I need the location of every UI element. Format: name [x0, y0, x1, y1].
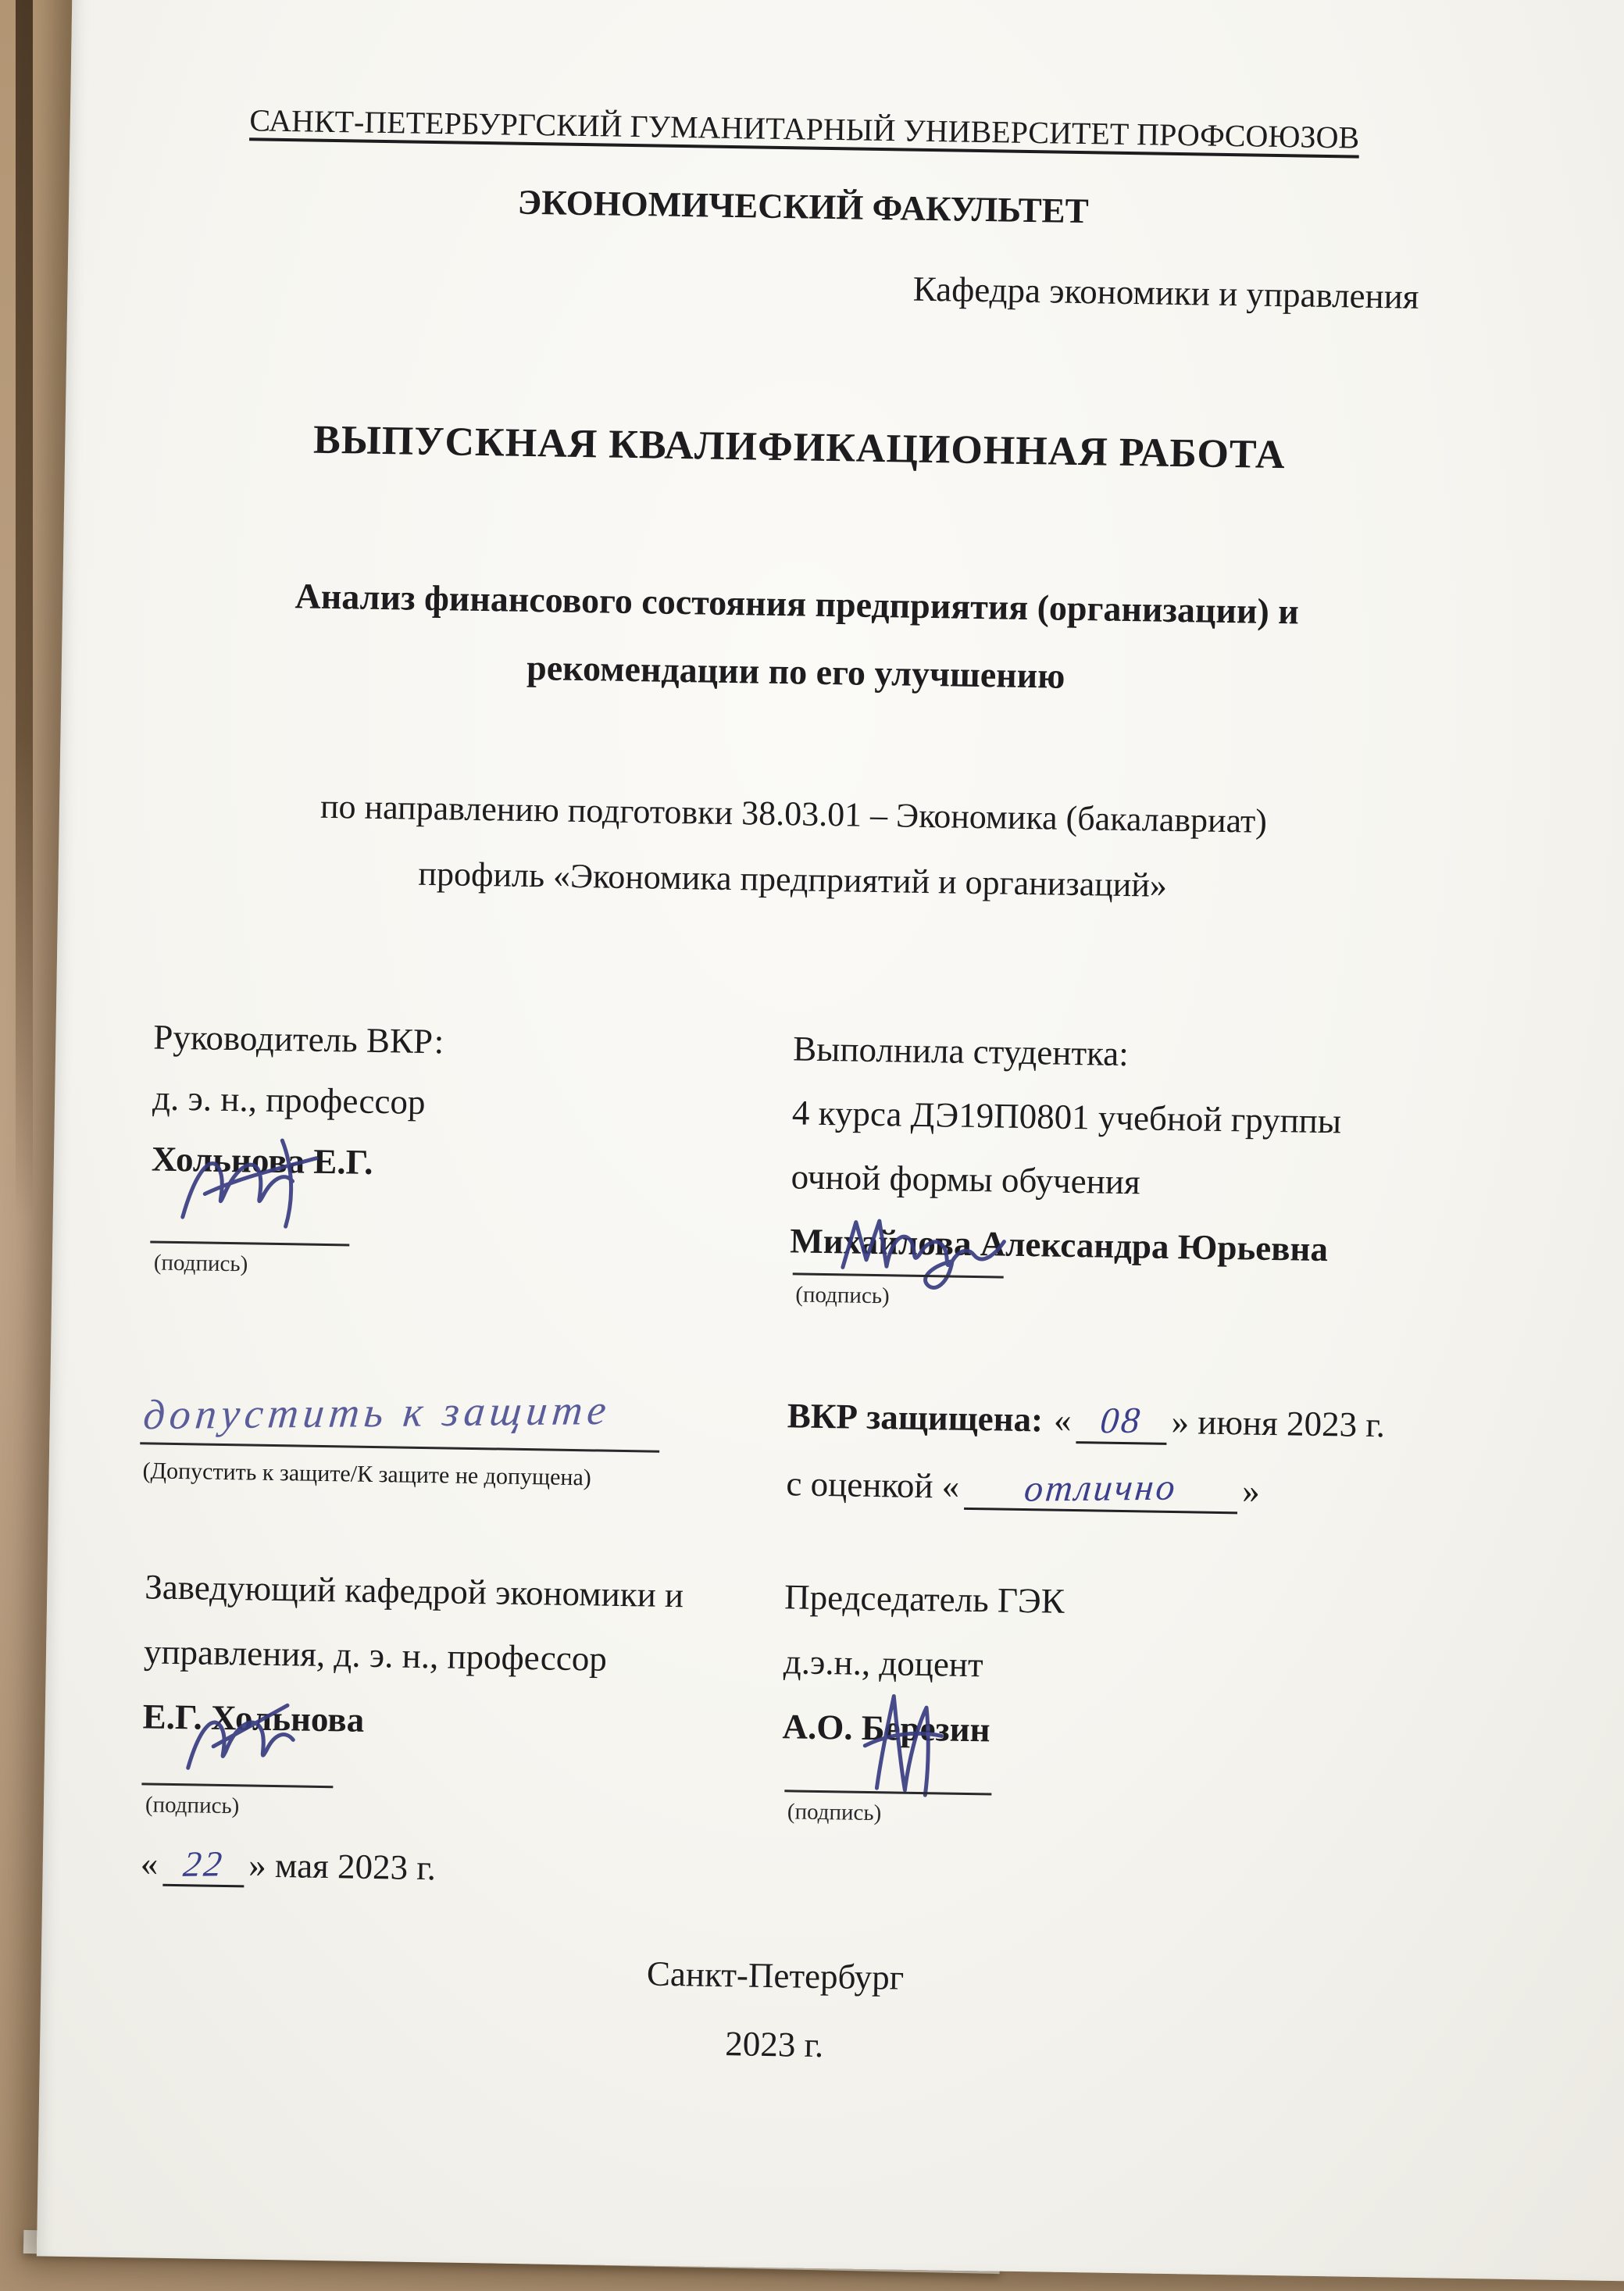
footer-year: 2023 г.: [724, 2024, 824, 2065]
committee-chair-degree: д.э.н., доцент: [783, 1642, 984, 1685]
student-group: 4 курса ДЭ19П0801 учебной группы: [791, 1093, 1342, 1141]
approval-date-tail: » мая 2023 г.: [248, 1845, 437, 1888]
approval-date-slot: [162, 1843, 244, 1888]
committee-chair-signature-mark: [848, 1685, 975, 1807]
student-name: Михайлова Александра Юрьевна: [790, 1221, 1329, 1269]
supervisor-name: Хольнова Е.Г.: [151, 1139, 373, 1182]
work-type-title: ВЫПУСКНАЯ КВАЛИФИКАЦИОННАЯ РАБОТА: [312, 417, 1286, 478]
approval-date-handwritten: 22: [180, 1843, 226, 1884]
defense-quote-open: «: [1053, 1400, 1073, 1440]
thesis-topic-line2: рекомендации по его улучшению: [526, 647, 1065, 696]
department-head-line2: управления, д. э. н., профессор: [143, 1632, 608, 1679]
defense-day-slot: [1076, 1399, 1167, 1445]
defense-date-tail: » июня 2023 г.: [1171, 1402, 1386, 1445]
program-direction: по направлению подготовки 38.03.01 – Экономика (бакалавриат): [319, 787, 1268, 840]
supervisor-signature-caption: (подпись): [153, 1250, 248, 1277]
approval-date-quote-open: «: [140, 1843, 159, 1883]
grade-prefix: с оценкой «: [786, 1464, 960, 1506]
department-head-name: Е.Г. Хольнова: [142, 1697, 365, 1740]
admission-handwritten: допустить к защите: [141, 1386, 613, 1439]
grade-handwritten: отлично: [1023, 1466, 1180, 1510]
grade-line: [786, 1461, 1260, 1515]
program-profile: профиль «Экономика предприятий и организаций»: [418, 854, 1168, 905]
defense-date-line: [787, 1394, 1385, 1448]
committee-chair-signature-caption: (подпись): [787, 1799, 882, 1826]
supervisor-degree: д. э. н., профессор: [152, 1078, 426, 1122]
department-head-signature-mark: [177, 1690, 334, 1790]
supervisor-role: Руководитель ВКР:: [153, 1017, 444, 1062]
department-head-signature-caption: (подпись): [145, 1792, 240, 1819]
student-signature-caption: (подпись): [795, 1282, 890, 1309]
thesis-topic-line1: Анализ финансового состояния предприятия (организации) и: [294, 576, 1300, 632]
student-role: Выполнила студентка:: [792, 1029, 1130, 1074]
admission-line: [140, 1442, 659, 1452]
title-page-sheet: [37, 0, 1624, 2282]
defense-label: ВКР защищена:: [787, 1396, 1044, 1440]
committee-chair-role: Председатель ГЭК: [783, 1577, 1065, 1621]
desk-edge-shadow: [16, 0, 33, 1219]
supervisor-signature-line: [150, 1240, 349, 1246]
faculty-name: ЭКОНОМИЧЕСКИЙ ФАКУЛЬТЕТ: [517, 182, 1090, 231]
committee-chair-name: А.О. Березин: [782, 1707, 990, 1750]
student-form: очной формы обучения: [791, 1157, 1141, 1202]
grade-suffix: »: [1241, 1471, 1261, 1511]
supervisor-signature-mark: [170, 1129, 366, 1242]
department-head-line1: Заведующий кафедрой экономики и: [144, 1567, 684, 1615]
admission-caption: (Допустить к защите/К защите не допущена): [142, 1458, 592, 1491]
university-name: САНКТ-ПЕТЕРБУРГСКИЙ ГУМАНИТАРНЫЙ УНИВЕРСИТЕТ ПРОФСОЮЗОВ: [249, 102, 1360, 155]
grade-slot: [964, 1465, 1238, 1514]
department-name: Кафедра экономики и управления: [912, 269, 1419, 316]
approval-date-line: [140, 1842, 436, 1890]
defense-day-handwritten: 08: [1098, 1400, 1144, 1442]
footer-city: Санкт-Петербург: [646, 1954, 905, 1997]
